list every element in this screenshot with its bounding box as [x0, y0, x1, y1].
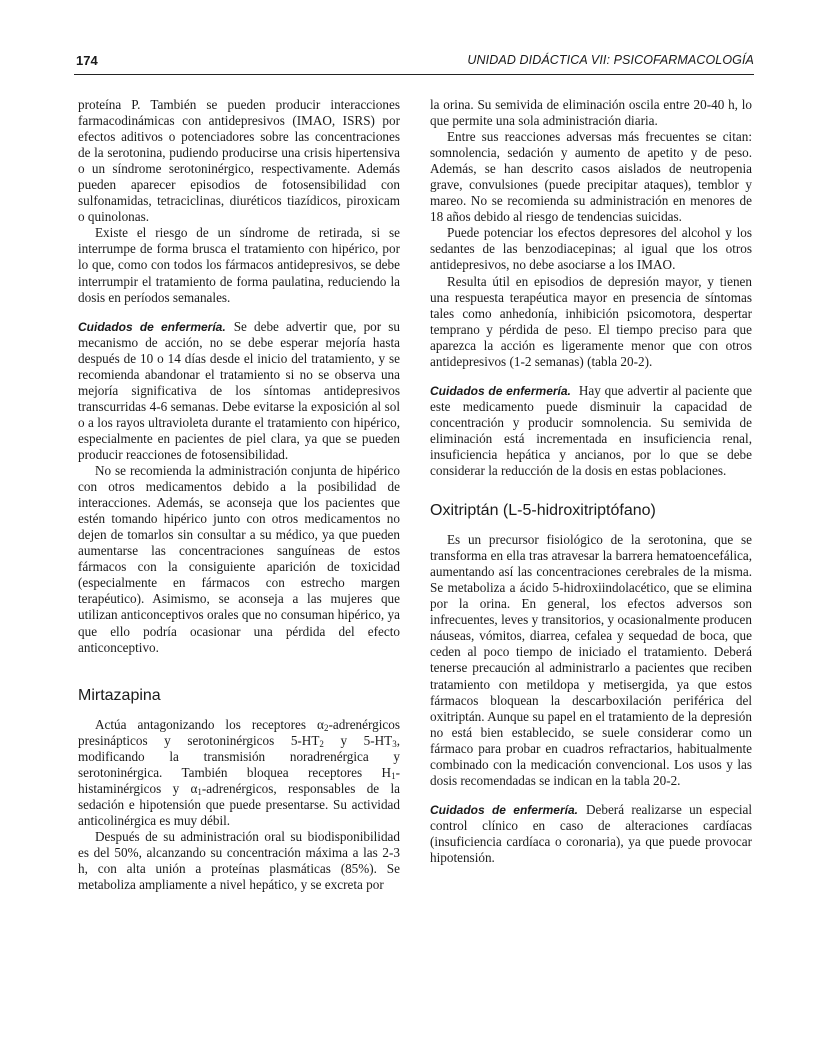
- left-column: [78, 97, 400, 893]
- text-run: y 5-HT: [323, 732, 393, 748]
- section-title-oxitriptan: Oxitriptán (L-5-hidroxitriptófano): [430, 502, 656, 520]
- subscript: 2: [319, 738, 324, 749]
- subscript: 3: [392, 738, 397, 749]
- page-number: 174: [76, 53, 98, 68]
- paragraph-withdrawal: Existe el riesgo de un síndrome de retirada, si se interrumpe de forma brusca el tratamiento con hipérico, por lo que, como con todos los fármacos antidepresivos, se debe interrumpir el tratamiento de forma paulatina, reduciendo la dosis en períodos semanales.: [78, 225, 400, 305]
- subscript: 2: [323, 722, 329, 733]
- paragraph-coadministration: No se recomienda la administración conjunta de hipérico con otros medicamentos debido a la posibilidad de interacciones. Además, se aconseja que los pacientes que estén tomando hipérico junto con otros medicamentos no dejen de tomarlos sin consultar a su médico, ya que pueden aumentarse las concentraciones sanguíneas de estos fármacos con la consiguiente aparición de toxicidad (especialmente en fármacos con estrecho margen terapéutico). Asimismo, se aconseja a las mujeres que utilizan anticonceptivos orales que no consuman hipérico, ya que ello podría ocasionar una pérdida del efecto anticonceptivo.: [78, 463, 400, 655]
- running-head: UNIDAD DIDÁCTICA VII: PSICOFARMACOLOGÍA: [467, 53, 754, 67]
- nursing-care-label: Cuidados de enfermería.: [430, 383, 571, 398]
- nursing-care-hypericum: [78, 319, 400, 463]
- text-run: -adrenérgicos presinápticos y serotoninérgicos 5-HT: [78, 716, 400, 748]
- nursing-care-text: Deberá realizarse un especial control clínico en caso de alteraciones cardíacas (insuficiencia cardíaca o coronaria), ya que puede provocar hipotensión.: [430, 801, 753, 865]
- subscript: 1: [391, 770, 396, 781]
- text-run: Actúa antagonizando los receptores α: [95, 716, 324, 732]
- paragraph-indications: Resulta útil en episodios de depresión mayor, y tienen una respuesta terapéutica mayor en presencia de síntomas tales como anhedonía, inhibición psicomotora, despertar temprano y pérdida de peso. El tiempo preciso para que aparezca la acción es ligeramente menor que con otros antidepresivos (1-2 semanas) (tabla 20-2).: [430, 273, 752, 369]
- paragraph-adverse-reactions: Entre sus reacciones adversas más frecuentes se citan: somnolencia, sedación y aumento de apetito y de peso. Además, se han descrito casos aislados de neutropenia grave, convulsiones (puede precipitar ataques), temblor y mareo. No se recomienda su administración en menores de 18 años debido al riesgo de tendencias suicidas.: [430, 129, 752, 225]
- paragraph-mirtazapine-mechanism: [78, 717, 400, 829]
- nursing-care-label: Cuidados de enfermería.: [430, 802, 578, 817]
- paragraph-mirtazapine-pharmacokinetics: Después de su administración oral su biodisponibilidad es del 50%, alcanzando su concentración máxima a las 2-3 h, con alta unión a proteínas plasmáticas (85%). Se metaboliza ampliamente a nivel hepático, y se excreta por: [78, 828, 400, 893]
- nursing-care-text: Hay que advertir al paciente que este medicamento puede disminuir la capacidad de concentración y producir somnolencia. Su semivida de eliminación está incrementada en insuficiencia renal, insuficiencia hepática y ancianos, por lo que se debe considerar la reducción de la dosis en estas poblaciones.: [430, 382, 752, 479]
- nursing-care-oxitriptan: [430, 802, 752, 866]
- text-run: -adrenérgicos, responsables de la sedación e hipotensión que puede presentarse. Su actividad anticolinérgica es muy débil.: [78, 780, 400, 828]
- paragraph-interactions: proteína P. También se pueden producir interacciones farmacodinámicas con antidepresivos (IMAO, ISRS) por efectos aditivos o potenciadores sobre las concentraciones de la serotonina, pudiendo producirse una crisis hipertensiva o un síndrome serotoninérgico, respectivamente. Además pueden aparecer episodios de fotosensibilidad con sulfonamidas, tetraciclinas, diuréticos tiazídicos, piroxicam o quinolonas.: [78, 97, 400, 225]
- subscript: 1: [197, 786, 202, 797]
- right-column: [430, 97, 752, 866]
- paragraph-oxitriptan: Es un precursor fisiológico de la serotonina, que se transforma en ella tras atravesar la barrera hematoencefálica, aumentando así las concentraciones cerebrales de la misma. Se metaboliza a ácido 5-hidroxiindolacético, que se elimina por la orina. En general, los efectos adversos son infrecuentes, leves y transitorios, y ocasionalmente producen náuseas, vómitos, diarrea, cefalea y sequedad de boca, que ceden al poco tiempo de iniciado el tratamiento. Deberá tenerse precaución al administrarlo a pacientes que reciben tratamiento con metildopa y metisergida, ya que estos fármacos bloquean la descarboxilación periférica del oxitriptán. Aunque su papel en el tratamiento de la depresión no está bien establecido, se suele considerar como un fármaco para probar en cuadros refractarios, habitualmente combinado con la medicación convencional. Los usos y las dosis recomendadas se indican en la tabla 20-2.: [430, 532, 752, 788]
- nursing-care-text: Se debe advertir que, por su mecanismo de acción, no se debe esperar mejoría hasta después de 10 o 14 días desde el inicio del tratamiento, y se recomienda abandonar el tratamiento si no se observa una mejoría significativa de los síntomas antidepresivos transcurridas 4-6 semanas. Debe evitarse la exposición al sol o a los rayos ultravioleta durante el tratamiento con hipérico, especialmente en pacientes de piel clara, ya que se pueden producir reacciones de fotosensibilidad.: [78, 318, 400, 462]
- text-run: -histaminérgicos y α: [78, 764, 400, 796]
- paragraph-potentiation: Puede potenciar los efectos depresores del alcohol y los sedantes de las benzodiacepinas; al igual que los otros antidepresivos, no debe asociarse a los IMAO.: [430, 225, 752, 273]
- section-title-mirtazapina: Mirtazapina: [78, 686, 161, 704]
- text-run: , modificando la transmisión noradrenérgica y serotoninérgica. También bloquea receptores H: [78, 732, 400, 780]
- nursing-care-mirtazapine: [430, 383, 752, 479]
- header-rule: [74, 74, 754, 75]
- paragraph-elimination: la orina. Su semivida de eliminación oscila entre 20-40 h, lo que permite una sola administración diaria.: [430, 97, 752, 129]
- nursing-care-label: Cuidados de enfermería.: [78, 319, 226, 334]
